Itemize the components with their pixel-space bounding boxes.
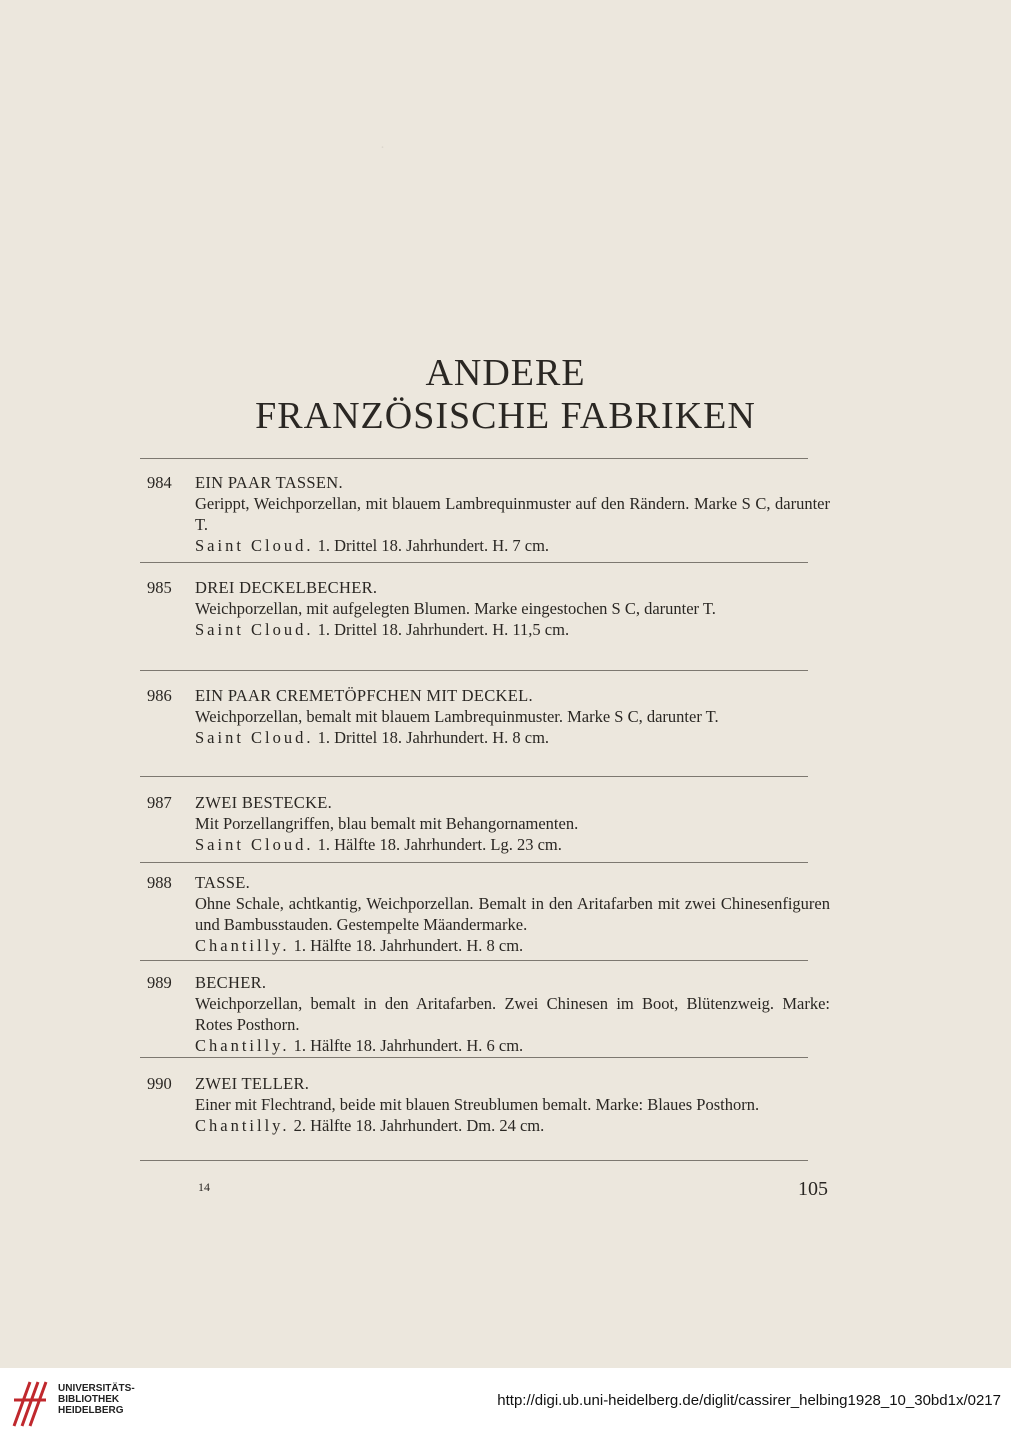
divider xyxy=(140,670,808,671)
entry-description: Einer mit Flechtrand, beide mit blauen Streublumen bemalt. Marke: Blaues Posthorn. xyxy=(195,1095,760,1114)
entry-number: 990 xyxy=(147,1074,172,1093)
entry-location: Chantilly. xyxy=(195,1116,290,1135)
entry-detail: 1. Drittel 18. Jahrhundert. H. 11,5 cm. xyxy=(317,620,570,639)
entry-title: EIN PAAR CREMETÖPFCHEN MIT DECKEL. xyxy=(195,686,533,705)
entry-description: Weichporzellan, mit aufgelegten Blumen. Marke eingestochen S C, darunter T. xyxy=(195,599,716,618)
divider xyxy=(140,776,808,777)
page-number: 105 xyxy=(798,1178,828,1200)
entry-description: Weichporzellan, bemalt mit blauem Lambrequinmuster. Marke S C, darunter T. xyxy=(195,707,719,726)
entry-detail: 1. Drittel 18. Jahrhundert. H. 8 cm. xyxy=(317,728,550,747)
entry-location: Chantilly. xyxy=(195,936,290,955)
entry-number: 985 xyxy=(147,578,172,597)
show-through: · xyxy=(380,140,385,156)
entry-number: 984 xyxy=(147,473,172,492)
entry-provenance xyxy=(195,1035,830,1056)
entry-number: 986 xyxy=(147,686,172,705)
source-url[interactable]: http://digi.ub.uni-heidelberg.de/diglit/cassirer_helbing1928_10_30bd1x/0217 xyxy=(497,1392,1001,1409)
library-name-line: HEIDELBERG xyxy=(58,1405,124,1416)
entry-title: TASSE. xyxy=(195,873,251,892)
entry-detail: 2. Hälfte 18. Jahrhundert. Dm. 24 cm. xyxy=(293,1116,545,1135)
entry-location: Chantilly. xyxy=(195,1036,290,1055)
entry-provenance xyxy=(195,727,830,748)
entry-detail: 1. Drittel 18. Jahrhundert. H. 7 cm. xyxy=(317,536,550,555)
entry-title: ZWEI TELLER. xyxy=(195,1074,310,1093)
entry-provenance xyxy=(195,935,830,956)
library-footer xyxy=(0,1368,1011,1438)
divider xyxy=(140,562,808,563)
entry-location: Saint Cloud. xyxy=(195,728,314,747)
library-logo-icon xyxy=(10,1376,50,1432)
entry-detail: 1. Hälfte 18. Jahrhundert. H. 8 cm. xyxy=(293,936,524,955)
entry-number: 988 xyxy=(147,873,172,892)
section-heading-line1: ANDERE xyxy=(425,352,586,394)
library-name-line: BIBLIOTHEK xyxy=(58,1394,120,1405)
entry-provenance xyxy=(195,1115,830,1136)
section-heading-line2: FRANZÖSISCHE FABRIKEN xyxy=(255,395,756,437)
entry-provenance xyxy=(195,834,830,855)
entry-description: Ohne Schale, achtkantig, Weichporzellan. Bemalt in den Aritafarben mit zwei Chinesenfiguren und Bambusstauden. Gestempelte Mäandermarke. xyxy=(195,894,830,934)
library-name-line: UNIVERSITÄTS- xyxy=(58,1383,135,1394)
divider xyxy=(140,1057,808,1058)
entry-description: Weichporzellan, bemalt in den Aritafarben. Zwei Chinesen im Boot, Blütenzweig. Marke: Rotes Posthorn. xyxy=(195,994,830,1034)
entry-title: EIN PAAR TASSEN. xyxy=(195,473,343,492)
divider xyxy=(140,960,808,961)
divider xyxy=(140,458,808,459)
signature-mark: 14 xyxy=(198,1180,210,1194)
entry-number: 987 xyxy=(147,793,172,812)
entry-location: Saint Cloud. xyxy=(195,620,314,639)
divider xyxy=(140,862,808,863)
entry-detail: 1. Hälfte 18. Jahrhundert. H. 6 cm. xyxy=(293,1036,524,1055)
entry-location: Saint Cloud. xyxy=(195,536,314,555)
divider xyxy=(140,1160,808,1161)
entry-detail: 1. Hälfte 18. Jahrhundert. Lg. 23 cm. xyxy=(317,835,562,854)
entry-location: Saint Cloud. xyxy=(195,835,314,854)
entry-number: 989 xyxy=(147,973,172,992)
entry-provenance xyxy=(195,619,830,640)
entry-description: Mit Porzellangriffen, blau bemalt mit Behangornamenten. xyxy=(195,814,579,833)
entry-description: Gerippt, Weichporzellan, mit blauem Lambrequinmuster auf den Rändern. Marke S C, darunter T. xyxy=(195,494,830,534)
entry-title: ZWEI BESTECKE. xyxy=(195,793,333,812)
library-name xyxy=(58,1383,135,1416)
entry-provenance xyxy=(195,535,830,556)
entry-title: BECHER. xyxy=(195,973,267,992)
entry-title: DREI DECKELBECHER. xyxy=(195,578,378,597)
